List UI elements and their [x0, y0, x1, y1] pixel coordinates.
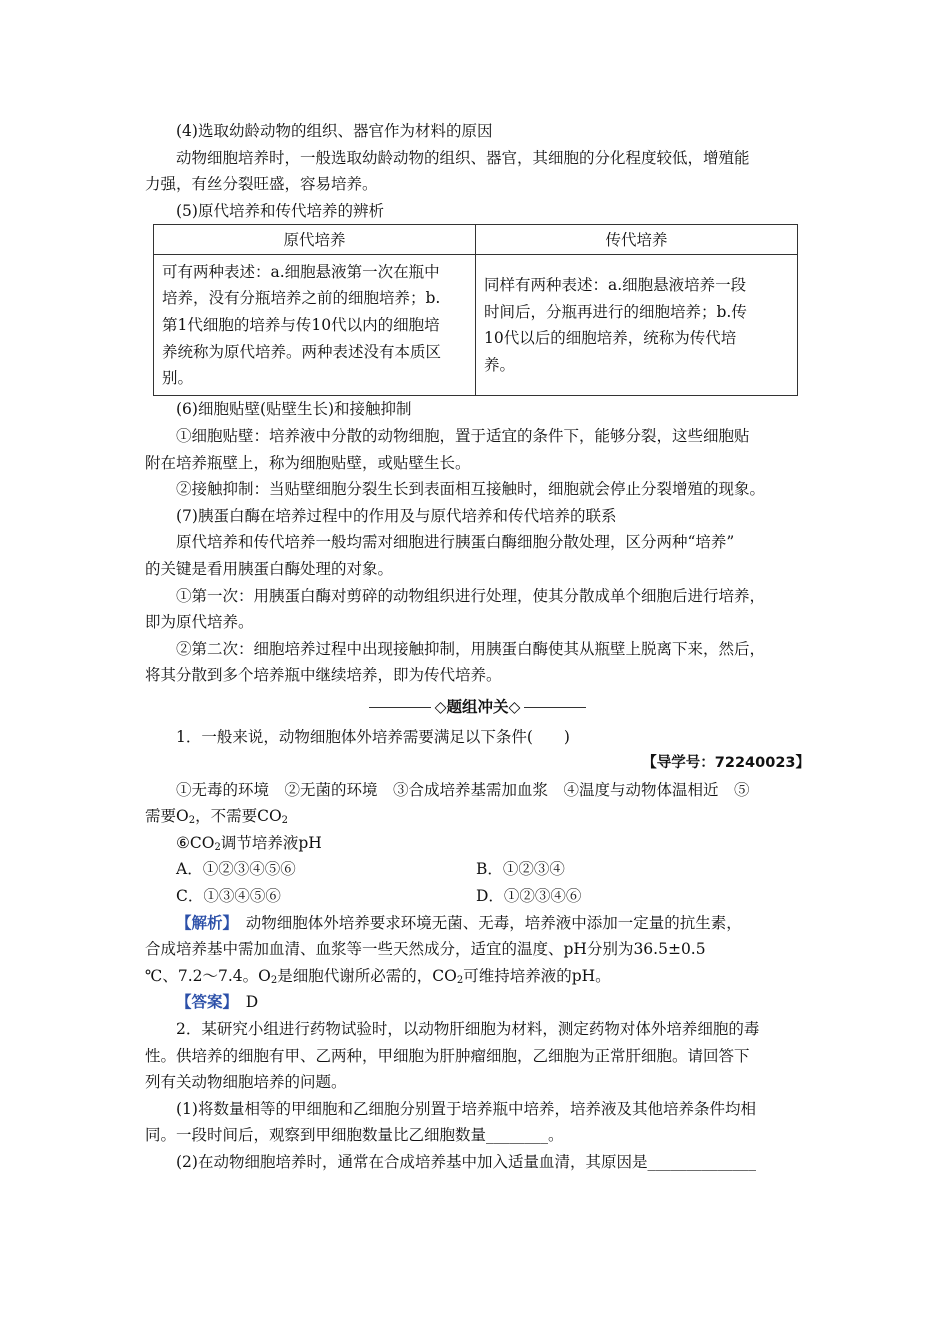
analysis-line-1 [145, 910, 810, 937]
question-2-stem: 2．某研究小组进行药物试验时，以动物肝细胞为材料，测定药物对体外培养细胞的毒 [176, 1020, 760, 1039]
question-1-stem: 1．一般来说，动物细胞体外培养需要满足以下条件( ) [176, 727, 570, 746]
section-4-title: (4)选取幼龄动物的组织、器官作为材料的原因 [176, 122, 493, 140]
answer-line [145, 989, 810, 1016]
section-7-first-cont: 即为原代培养。 [145, 613, 254, 632]
section-6-item-2: ②接触抑制：当贴壁细胞分裂生长到表面相互接触时，细胞就会停止分裂增殖的现象。 [176, 480, 766, 499]
table-row [154, 255, 798, 396]
cell-line: 别。 [162, 369, 194, 388]
section-6-title: (6)细胞贴壁(贴壁生长)和接触抑制 [176, 400, 412, 419]
table-header-row [154, 225, 798, 255]
section-7-text-cont: 的关键是看用胰蛋白酶处理的对象。 [145, 559, 394, 578]
question-1-condition-6 [145, 830, 810, 857]
subscript: 2 [281, 815, 289, 827]
question-2-stem-cont: 列有关动物细胞培养的问题。 [145, 1073, 347, 1092]
section-divider [145, 694, 810, 721]
subscript: 2 [188, 815, 196, 827]
cond-text: 调节培养液pH [220, 833, 322, 852]
comparison-table [153, 224, 798, 396]
question-1-conditions: ①无毒的环境 ②无菌的环境 ③合成培养基需加血浆 ④温度与动物体温相近 ⑤ [176, 780, 750, 799]
analysis-text: ℃、7.2～7.4。O [145, 966, 271, 985]
question-2-sub-2: (2)在动物细胞培养时，通常在合成培养基中加入适量血清，其原因是______________ [176, 1153, 756, 1171]
answer-tag: 【答案】 [176, 993, 231, 1012]
cell-line: 养统称为原代培养。两种表述没有本质区 [162, 342, 442, 361]
cell-line: 时间后，分瓶再进行的细胞培养；b.传 [484, 302, 747, 321]
answer-text: D [230, 993, 259, 1012]
cell-primary-culture [154, 255, 476, 396]
subscript: 2 [270, 974, 278, 986]
section-4-text: 动物细胞培养时，一般选取幼龄动物的组织、器官，其细胞的分化程度较低，增殖能 [176, 148, 750, 167]
analysis-tag: 【解析】 [176, 913, 231, 932]
options-row [145, 883, 810, 910]
question-2-sub-1: (1)将数量相等的甲细胞和乙细胞分别置于培养瓶中培养，培养液及其他培养条件均相 [176, 1099, 756, 1118]
section-7-first: ①第一次：用胰蛋白酶对剪碎的动物组织进行处理，使其分散成单个细胞后进行培养， [176, 586, 766, 605]
document-page [145, 118, 810, 1176]
analysis-line-3 [145, 963, 810, 990]
cond-text: ⑥CO [176, 833, 215, 852]
section-7-text: 原代培养和传代培养一般均需对细胞进行胰蛋白酶细胞分散处理，区分两种“培养” [176, 533, 735, 552]
subscript: 2 [214, 841, 221, 853]
analysis-line-2: 合成培养基中需加血清、血浆等一些天然成分，适宜的温度、pH分别为36.5±0.5 [145, 940, 706, 959]
section-4-text-cont: 力强，有丝分裂旺盛，容易培养。 [145, 175, 378, 194]
cond-text: 需要O [145, 807, 189, 826]
section-6-item-1-cont: 附在培养瓶壁上，称为细胞贴壁，或贴壁生长。 [145, 453, 471, 472]
question-2-sub-1-cont: 同。一段时间后，观察到甲细胞数量比乙细胞数量________。 [145, 1126, 564, 1145]
section-6-item-1: ①细胞贴壁：培养液中分散的动物细胞，置于适宜的条件下，能够分裂，这些细胞贴 [176, 426, 750, 445]
question-1-conditions-cont [145, 803, 810, 830]
analysis-text: 是细胞代谢所必需的，CO [277, 966, 457, 985]
cell-line: 培养，没有分瓶培养之前的细胞培养；b. [162, 289, 441, 308]
header-subculture: 传代培养 [476, 225, 798, 255]
cell-line: 同样有两种表述：a.细胞悬液培养一段 [484, 276, 747, 295]
option-c: C．①③④⑤⑥ [176, 887, 281, 906]
header-primary-culture: 原代培养 [154, 225, 476, 255]
cell-line: 第1代细胞的培养与传10代以内的细胞培 [162, 316, 440, 335]
cell-subculture [476, 255, 798, 396]
options-row [145, 856, 810, 883]
option-b: B．①②③④ [476, 860, 565, 879]
analysis-text: 可维持培养液的pH。 [463, 966, 611, 985]
study-guide-number: 【导学号：72240023】 [642, 755, 810, 772]
analysis-text: 动物细胞体外培养要求环境无菌、无毒，培养液中添加一定量的抗生素， [230, 913, 742, 932]
section-7-second-cont: 将其分散到多个培养瓶中继续培养，即为传代培养。 [145, 666, 502, 685]
option-d: D．①②③④⑥ [476, 887, 582, 906]
divider-line-left [369, 707, 431, 708]
cell-line: 可有两种表述：a.细胞悬液第一次在瓶中 [162, 262, 440, 281]
cell-line: 10代以后的细胞培养，统称为传代培 [484, 329, 737, 348]
section-7-title: (7)胰蛋白酶在培养过程中的作用及与原代培养和传代培养的联系 [176, 506, 617, 525]
subscript: 2 [456, 974, 464, 986]
cell-line: 养。 [484, 355, 516, 374]
cond-text: ，不需要CO [195, 807, 282, 826]
question-2-stem-cont: 性。供培养的细胞有甲、乙两种，甲细胞为肝肿瘤细胞，乙细胞为正常肝细胞。请回答下 [145, 1046, 750, 1065]
section-5-title: (5)原代培养和传代培养的辨析 [176, 201, 384, 220]
option-a: A．①②③④⑤⑥ [176, 860, 296, 879]
section-7-second: ②第二次：细胞培养过程中出现接触抑制，用胰蛋白酶使其从瓶壁上脱离下来，然后， [176, 639, 766, 658]
divider-line-right [524, 707, 586, 708]
divider-title: ◇题组冲关◇ [434, 697, 521, 716]
